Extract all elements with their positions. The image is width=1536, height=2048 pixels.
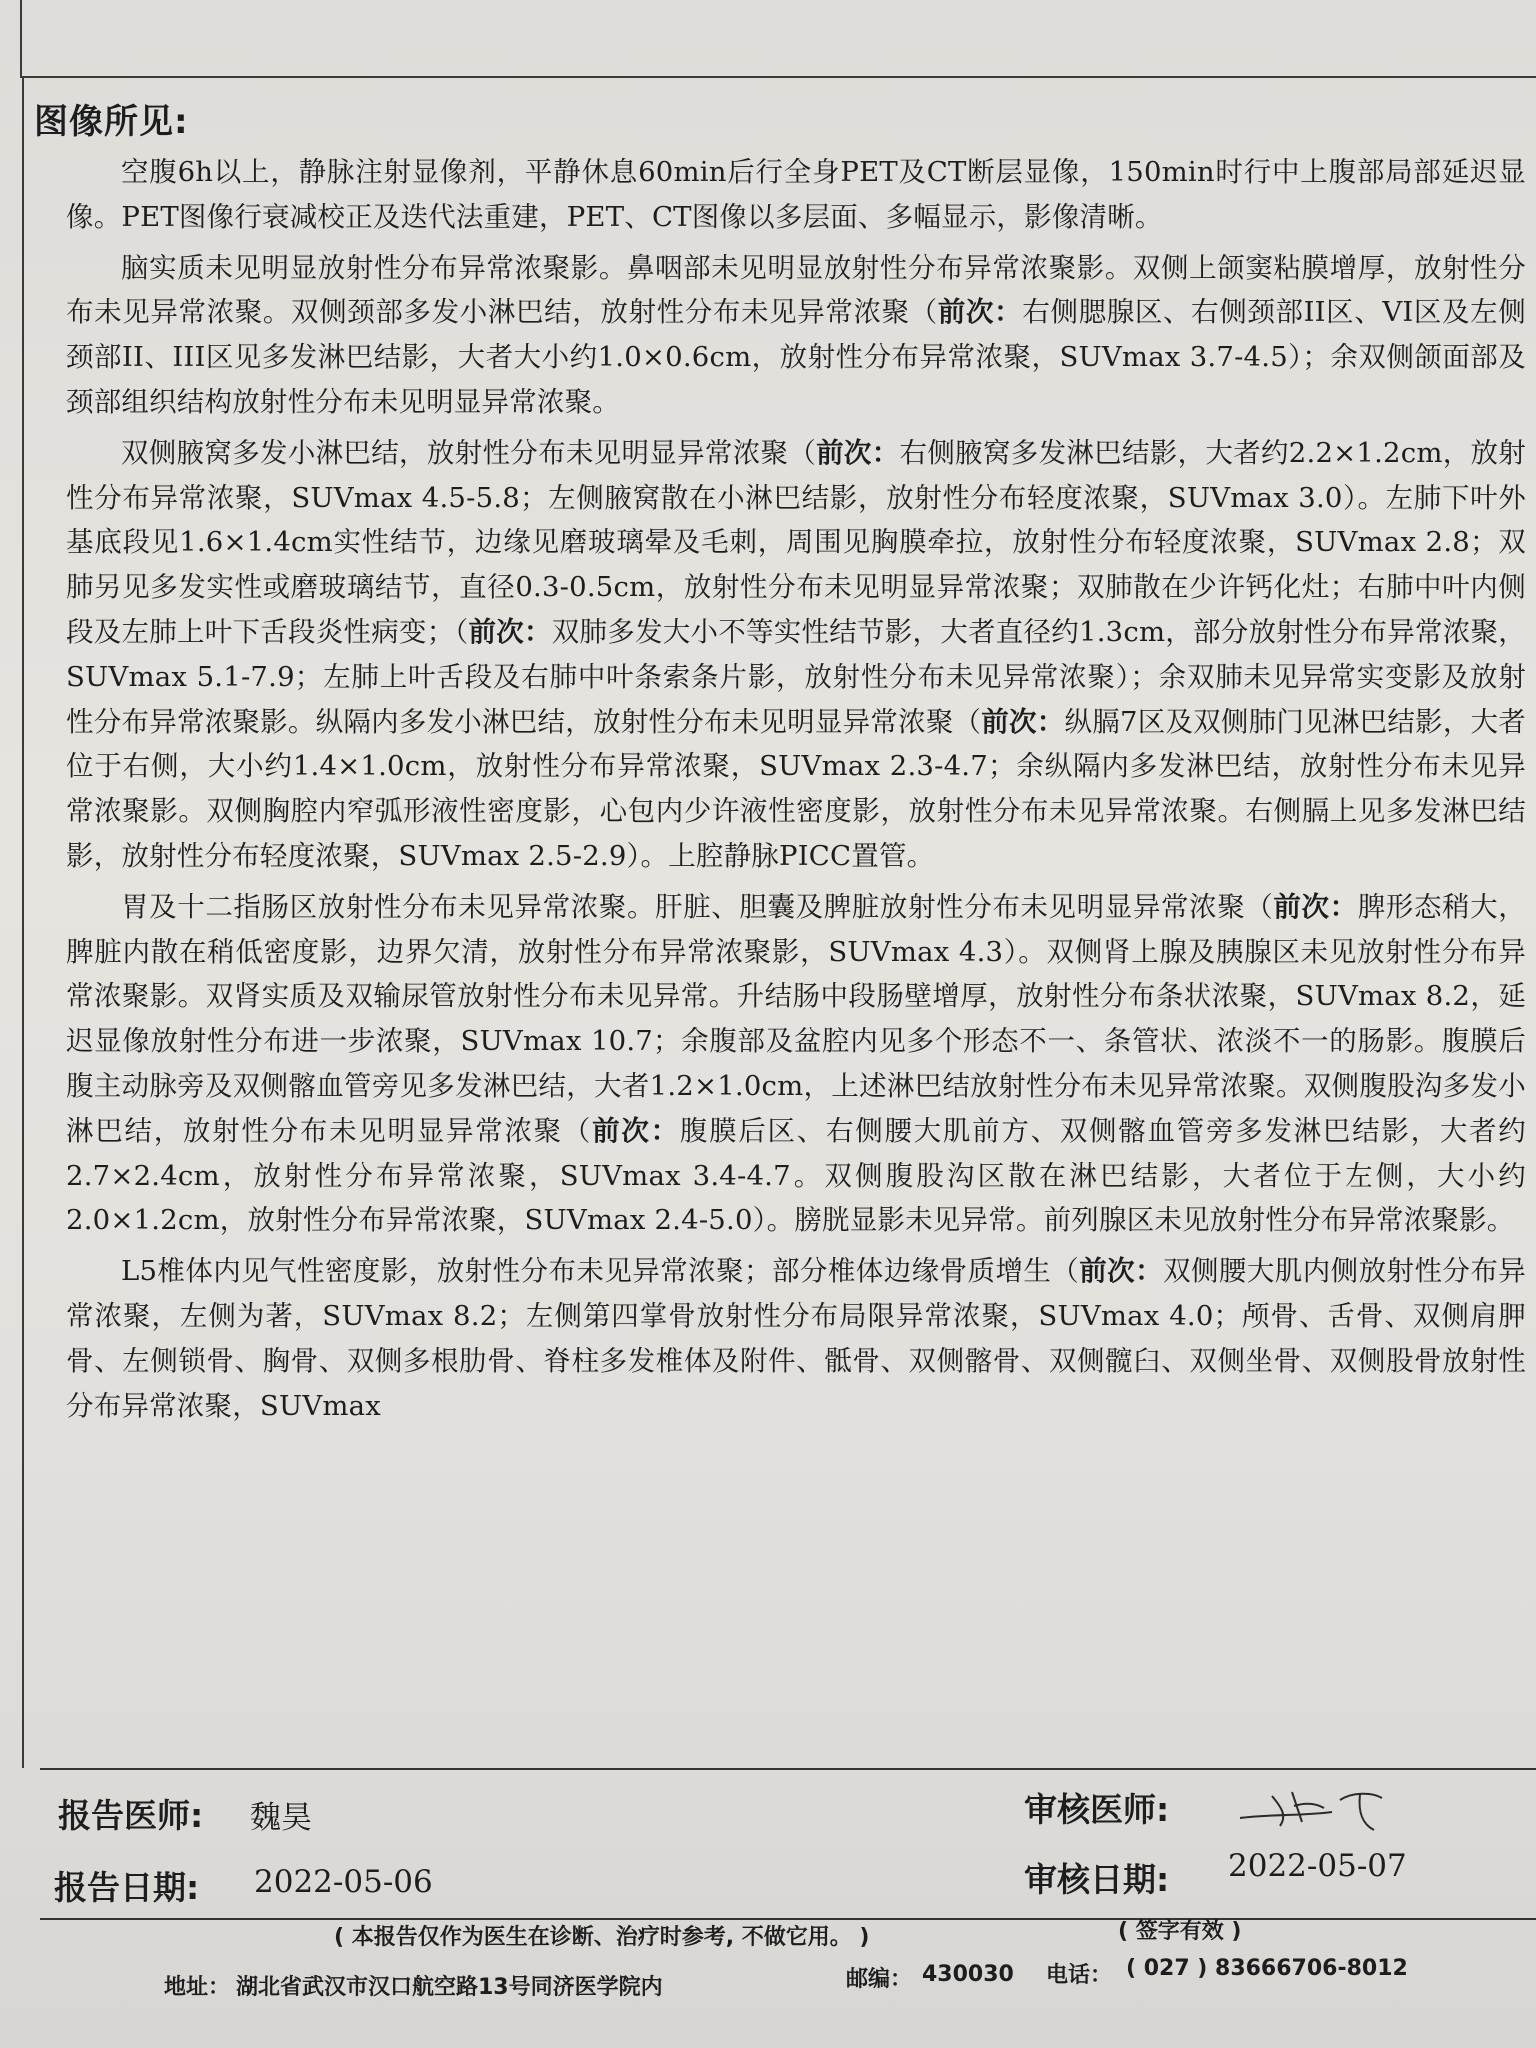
paragraph-text: 脑实质未见明显放射性分布异常浓聚影。鼻咽部未见明显放射性分布异常浓聚影。双侧上颌窦粘膜增厚，放射性分布未见异常浓聚。双侧颈部多发小淋巴结，放射性分布未见异常浓聚（ (66, 251, 1526, 329)
frame-rule-left (20, 0, 22, 78)
previous-label: 前次： (981, 705, 1065, 738)
paragraph-text: 右侧腮腺区、右侧颈部II区、VI区及左侧颈部II、III区见多发淋巴结影，大者大小约1.0×0.6cm，放射性分布异常浓聚，SUVmax 3.7-4.5）；余双侧颌面部及颈部组织结构放射性分布未见明显异常浓聚。 (66, 296, 1527, 418)
paragraph-text: 双侧腋窝多发小淋巴结，放射性分布未见明显异常浓聚（ (121, 436, 817, 469)
previous-label: 前次： (1273, 890, 1358, 923)
footer-phone-label: 电话： (1046, 1963, 1113, 1988)
footer-zip-label: 邮编： (846, 1967, 913, 1992)
previous-label: 前次： (937, 296, 1023, 329)
review-doctor-label: 审核医师: (1024, 1790, 1170, 1829)
paragraph-text: 腹膜后区、右侧腰大肌前方、双侧髂血管旁多发淋巴结影，大者约2.7×2.4cm，放射性分布异常浓聚，SUVmax 3.4-4.7。双侧腹股沟区散在淋巴结影，大者位于左侧，大小约2.0×1.2cm，放射性分布异常浓聚，SUVmax 2.4-5.0）。膀胱显影未见异常。前列腺区未见放射性分布异常浓聚影。 (66, 1114, 1526, 1237)
paragraph-text: 脾形态稍大，脾脏内散在稍低密度影，边界欠清，放射性分布异常浓聚影，SUVmax 4.3）。双侧肾上腺及胰腺区未见放射性分布异常浓聚影。双肾实质及双输尿管放射性分布未见异常。升结肠中段肠壁增厚，放射性分布条状浓聚，SUVmax 8.2，延迟显像放射性分布进一步浓聚，SUVmax 10.7；余腹部及盆腔内见多个形态不一、条管状、浓淡不一的肠影。腹膜后腹主动脉旁及双侧髂血管旁见多发淋巴结，大者1.2×1.0cm，上述淋巴结放射性分布未见异常浓聚。双侧腹股沟多发小淋巴结，放射性分布未见明显异常浓聚（ (66, 890, 1526, 1147)
report-doctor-label: 报告医师: (58, 1796, 204, 1835)
paragraph-text: 双侧腰大肌内侧放射性分布异常浓聚，左侧为著，SUVmax 8.2；左侧第四掌骨放射性分布局限异常浓聚，SUVmax 4.0；颅骨、舌骨、双侧肩胛骨、左侧锁骨、胸骨、双侧多根肋骨、脊柱多发椎体及附件、骶骨、双侧髂骨、双侧髋臼、双侧坐骨、双侧股骨放射性分布异常浓聚，SUVmax (66, 1255, 1526, 1422)
paragraph-text: 空腹6h以上，静脉注射显像剂，平静休息60min后行全身PET及CT断层显像，150min时行中上腹部局部延迟显像。PET图像行衰减校正及迭代法重建，PET、CT图像以多层面、多幅显示，影像清晰。 (66, 156, 1526, 233)
report-date-value: 2022-05-06 (254, 1864, 433, 1900)
paragraph-text: L5椎体内见气性密度影，放射性分布未见异常浓聚；部分椎体边缘骨质增生（ (121, 1255, 1080, 1288)
findings-title: 图像所见: (34, 102, 189, 142)
previous-label: 前次： (816, 436, 900, 469)
paragraph-text: 胃及十二指肠区放射性分布未见异常浓聚。肝脏、胆囊及脾脏放射性分布未见明显异常浓聚（ (121, 890, 1274, 923)
footer-signature-valid: ( 签字有效 ) (1118, 1919, 1242, 1944)
findings-paragraph-abdomen (66, 885, 1526, 1243)
findings-paragraph-chest (66, 431, 1526, 879)
previous-label: 前次： (1079, 1255, 1164, 1288)
review-date-value: 2022-05-07 (1228, 1848, 1407, 1884)
footer-address-label: 地址： (164, 1975, 231, 2000)
findings-paragraph-procedure (66, 150, 1526, 240)
paragraph-text: 纵膈7区及双侧肺门见淋巴结影，大者位于右侧，大小约1.4×1.0cm，放射性分布异常浓聚，SUVmax 2.3-4.7；余纵隔内多发淋巴结，放射性分布未见异常浓聚影。双侧胸腔内窄弧形液性密度影，心包内少许液性密度影，放射性分布未见异常浓聚。右侧膈上见多发淋巴结影，放射性分布轻度浓聚，SUVmax 2.5-2.9）。上腔静脉PICC置管。 (66, 705, 1526, 872)
findings-paragraph-bone (66, 1249, 1526, 1428)
footer-phone: ( 027 ) 83666706-8012 (1126, 1956, 1408, 1981)
footer-address: 湖北省武汉市汉口航空路13号同济医学院内 (236, 1975, 663, 2000)
paragraph-text: 双肺多发大小不等实性结节影，大者直径约1.3cm，部分放射性分布异常浓聚，SUVmax 5.1-7.9；左肺上叶舌段及右肺中叶条索条片影，放射性分布未见异常浓聚）；余双肺未见异常实变影及放射性分布异常浓聚影。纵隔内多发小淋巴结，放射性分布未见明显异常浓聚（ (66, 615, 1527, 738)
previous-label: 前次： (468, 615, 552, 648)
footer-disclaimer: ( 本报告仅作为医生在诊断、治疗时参考, 不做它用。 ) (334, 1925, 870, 1950)
review-doctor-signature (1232, 1778, 1412, 1838)
review-date-label: 审核日期: (1024, 1860, 1170, 1899)
previous-label: 前次： (592, 1114, 680, 1147)
paragraph-text: 右侧腋窝多发淋巴结影，大者约2.2×1.2cm，放射性分布异常浓聚，SUVmax 4.5-5.8；左侧腋窝散在小淋巴结影，放射性分布轻度浓聚，SUVmax 3.0）。左肺下叶外基底段见1.6×1.4cm实性结节，边缘见磨玻璃晕及毛刺，周围见胸膜牵拉，放射性分布轻度浓聚，SUVmax 2.8；双肺另见多发实性或磨玻璃结节，直径0.3-0.5cm，放射性分布未见明显异常浓聚；双肺散在少许钙化灶；右肺中叶内侧段及左肺上叶下舌段炎性病变；（ (66, 436, 1527, 648)
report-doctor-name: 魏昊 (250, 1800, 312, 1836)
findings-body (66, 150, 1526, 1434)
findings-paragraph-head-neck (66, 246, 1526, 425)
footer-zip: 430030 (922, 1962, 1014, 1987)
report-date-label: 报告日期: (54, 1868, 200, 1907)
